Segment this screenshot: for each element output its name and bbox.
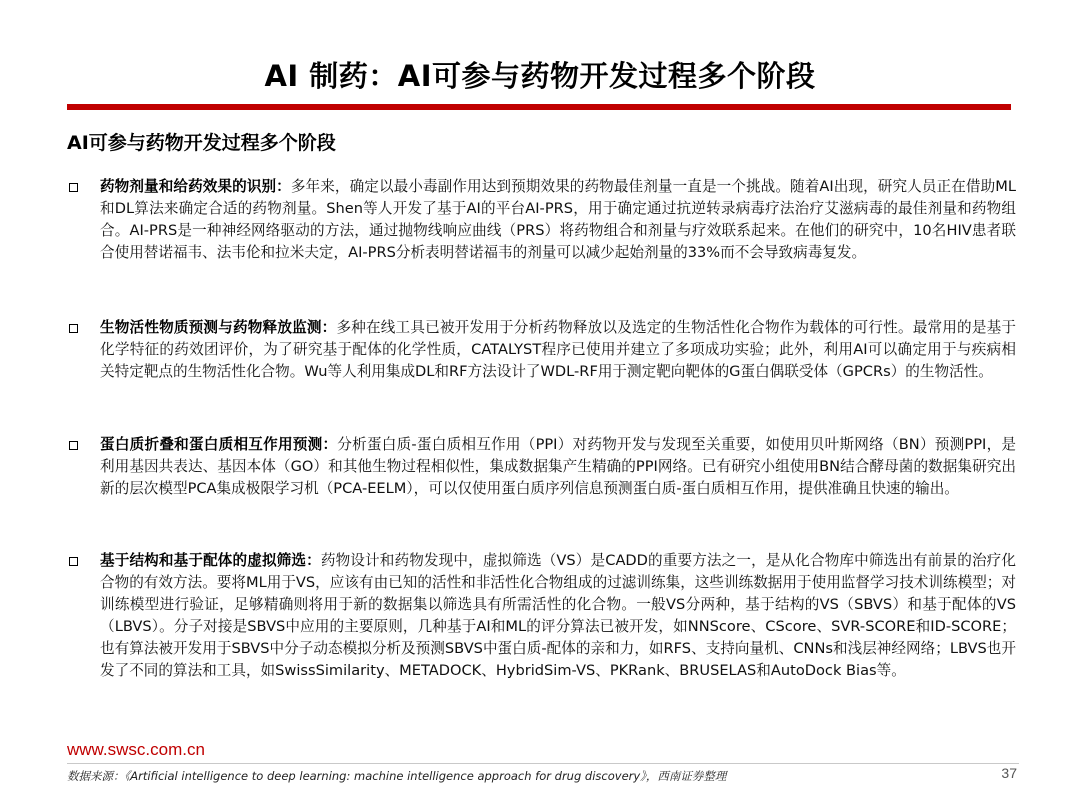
bullet-item-protein xyxy=(67,434,1019,500)
website-link[interactable]: www.swsc.com.cn xyxy=(67,740,205,759)
footer-divider xyxy=(67,763,1019,764)
section-subtitle: AI可参与药物开发过程多个阶段 xyxy=(67,132,336,154)
checkbox-bullet-icon xyxy=(69,441,78,450)
bullet-item-bioactivity xyxy=(67,317,1019,383)
page-number: 37 xyxy=(1001,765,1017,781)
checkbox-bullet-icon xyxy=(69,324,78,333)
bullet-body: 多年来，确定以最小毒副作用达到预期效果的药物最佳剂量一直是一个挑战。随着AI出现，研究人员正在借助ML和DL算法来确定合适的药物剂量。Shen等人开发了基于AI的平台AI-PRS，用于确定通过抗逆转录病毒疗法治疗艾滋病毒的最佳剂量和药物组合。AI-PRS是一种神经网络驱动的方法，通过抛物线响应曲线（PRS）将药物组合和剂量与疗效联系起来。在他们的研究中，10名HIV患者联合使用替诺福韦、法韦伦和拉米夫定，AI-PRS分析表明替诺福韦的剂量可以减少起始剂量的33%而不会导致病毒复发。 xyxy=(100,178,1016,261)
source-note: 数据来源：《Artificial intelligence to deep learning: machine intelligence approach for drug discovery》，西南证券整理 xyxy=(67,769,727,783)
bullet-heading: 蛋白质折叠和蛋白质相互作用预测： xyxy=(100,436,338,453)
bullet-body: 药物设计和药物发现中，虚拟筛选（VS）是CADD的重要方法之一，是从化合物库中筛选出有前景的治疗化合物的有效方法。要将ML用于VS，应该有由已知的活性和非活性化合物组成的过滤训练集，这些训练数据用于使用监督学习技术训练模型；对训练模型进行验证，足够精确则将用于新的数据集以筛选具有所需活性的化合物。一般VS分两种，基于结构的VS（SBVS）和基于配体的VS（LBVS）。分子对接是SBVS中应用的主要原则，几种基于AI和ML的评分算法已被开发，如NNScore、CScore、SVR-SCORE和ID-SCORE；也有算法被开发用于SBVS中分子动态模拟分析及预测SBVS中蛋白质-配体的亲和力，如RFS、支持向量机、CNNs和浅层神经网络；LBVS也开发了不同的算法和工具，如SwissSimilarity、METADOCK、HybridSim-VS、PKRank、BRUSELAS和AutoDock Bias等。 xyxy=(100,552,1016,679)
bullet-heading: 基于结构和基于配体的虚拟筛选： xyxy=(100,552,321,569)
bullet-text xyxy=(100,550,1016,682)
checkbox-bullet-icon xyxy=(69,557,78,566)
bullet-text xyxy=(100,176,1016,264)
bullet-text xyxy=(100,434,1016,500)
title-divider xyxy=(67,104,1011,110)
bullet-body: 分析蛋白质-蛋白质相互作用（PPI）对药物开发与发现至关重要，如使用贝叶斯网络（BN）预测PPI，是利用基因共表达、基因本体（GO）和其他生物过程相似性，集成数据集产生精确的PPI网络。已有研究小组使用BN结合酵母菌的数据集研究出新的层次模型PCA集成极限学习机（PCA-EELM），可以仅使用蛋白质序列信息预测蛋白质-蛋白质相互作用，提供准确且快速的输出。 xyxy=(100,436,1016,497)
bullet-item-virtual-screening xyxy=(67,550,1019,682)
checkbox-bullet-icon xyxy=(69,183,78,192)
bullet-item-dosage xyxy=(67,176,1019,264)
bullet-heading: 生物活性物质预测与药物释放监测： xyxy=(100,319,337,336)
bullet-body: 多种在线工具已被开发用于分析药物释放以及选定的生物活性化合物作为载体的可行性。最常用的是基于化学特征的药效团评价，为了研究基于配体的化学性质，CATALYST程序已使用并建立了多项成功实验；此外，利用AI可以确定用于与疾病相关特定靶点的生物活性化合物。Wu等人利用集成DL和RF方法设计了WDL-RF用于测定靶向靶体的G蛋白偶联受体（GPCRs）的生物活性。 xyxy=(100,319,1016,380)
bullet-text xyxy=(100,317,1016,383)
bullet-heading: 药物剂量和给药效果的识别： xyxy=(100,178,291,195)
page-title: AI 制药：AI可参与药物开发过程多个阶段 xyxy=(264,59,816,93)
